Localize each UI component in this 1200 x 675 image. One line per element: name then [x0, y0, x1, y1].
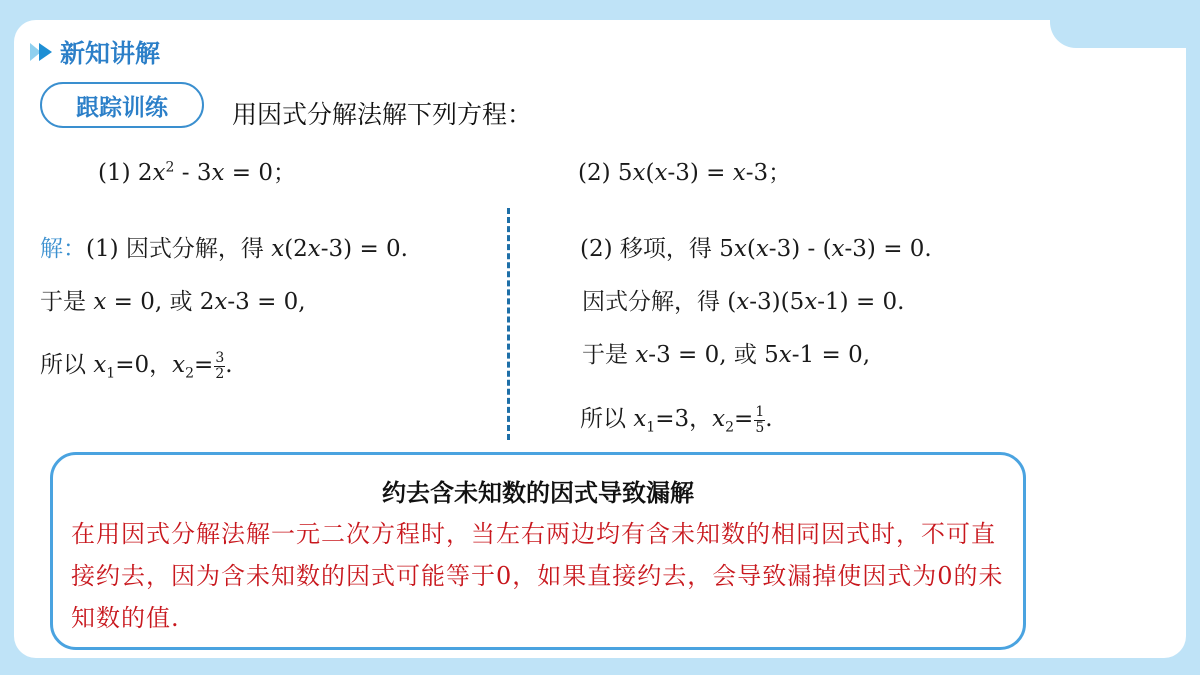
solution-2-line-1: (2) 移项，得 5x(x-3) - (x-3) = 0. [580, 236, 932, 262]
instruction-text: 用因式分解法解下列方程： [232, 100, 533, 129]
problem-2: (2) 5x(x-3) = x-3； [578, 160, 792, 186]
solution-2-line-3: 于是 x-3 = 0, 或 5x-1 = 0, [582, 342, 871, 368]
solution-2-line-4: 所以 $x_1=3$，$x_2=$ $\frac{1}{5}$ . [580, 403, 773, 436]
solution-label: 解： [40, 236, 86, 262]
practice-badge: 跟踪训练 [40, 82, 204, 128]
double-arrow-icon [30, 43, 52, 61]
solution-1-line-1: 解：(1) 因式分解，得 x(2x-3) = 0. [40, 236, 408, 262]
solution-1-line-2: 于是 x = 0, 或 2x-3 = 0, [40, 289, 306, 315]
warning-note-box [50, 452, 1026, 650]
solution-2-line-2: 因式分解，得 (x-3)(5x-1) = 0. [582, 289, 905, 315]
section-title: 新知讲解 [60, 39, 161, 68]
note-body: 在用因式分解法解一元二次方程时，当左右两边均有含未知数的相同因式时，不可直接约去，因为含未知数的因式可能等于0，如果直接约去，会导致漏掉使因式为0的未知数的值. [71, 520, 1004, 632]
solution-1-line-3: 所以 $x_1=0$，$x_2=$ $\frac{3}{2}$ . [40, 349, 233, 382]
fraction-3-2: $\frac{3}{2}$ [215, 349, 225, 382]
section-header [30, 34, 160, 70]
fraction-1-5: $\frac{1}{5}$ [755, 403, 765, 436]
corner-tab [1050, 20, 1186, 48]
column-divider [507, 208, 510, 440]
note-title: 约去含未知数的因式导致漏解 [382, 478, 694, 507]
problem-1: (1) $2x^2 - 3x = 0$； [98, 159, 296, 186]
